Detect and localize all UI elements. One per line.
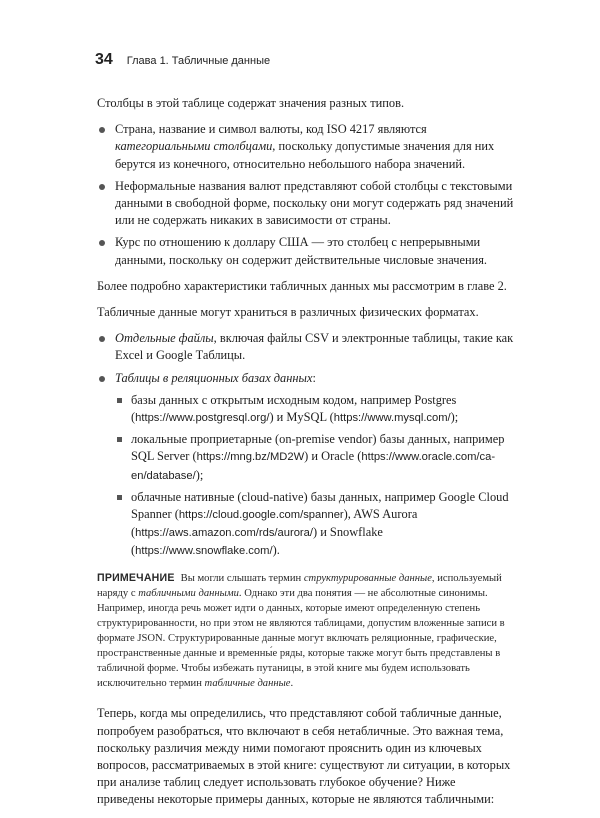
chapter-title: Глава 1. Табличные данные (126, 55, 271, 67)
text: : (312, 370, 316, 385)
list-item: Курс по отношению к доллару США — это столбец с непрерывными данными, поскольку он содержит действительные числовые значения. (97, 234, 515, 268)
list-item (97, 370, 515, 561)
text: . Однако эти два понятия — не абсолютные синонимы. Например, иногда речь может идти о данных, которые имеют определенную степень структурированности, но при этом не являются таблицами, допустим вложенные записи в формате JSON. Структурированные данные могут включать реляционные, графические, пространственные данные и временны́е ряды, которые также могут быть представлены в табличной форме. Чтобы избежать путаницы, в этой книге мы будем использовать исключительно термин (97, 587, 505, 690)
formats-list (97, 330, 515, 560)
text: локальные проприетарные (on-premise vendor) базы данных, например SQL Server ( (131, 432, 505, 464)
url-link[interactable]: https://aws.amazon.com/rds/aurora/ (135, 527, 313, 540)
text: , включая файлы CSV и электронные таблицы, такие как Excel и Google Таблицы. (115, 331, 514, 363)
text: , используемый наряду с (97, 572, 502, 599)
database-sublist (115, 392, 515, 561)
page-number: 34 (95, 51, 113, 68)
text: ) и Oracle ( (304, 449, 362, 464)
list-item (115, 489, 515, 561)
note-label: ПРИМЕЧАНИЕ (97, 571, 175, 584)
emphasis: табличные данные (204, 678, 291, 690)
text: ). (272, 543, 280, 558)
list-item: Неформальные названия валют представляют собой столбцы с текстовыми данными в свободной форме, поскольку они могут содержать ряд значений или не содержать никаких в зависимости от страны. (97, 178, 515, 230)
column-types-list (97, 121, 515, 269)
paragraph-formats: Табличные данные могут храниться в различных физических форматах. (97, 305, 479, 320)
url-link[interactable]: https://mng.bz/MD2W (196, 451, 305, 464)
text: базы данных с открытым исходным кодом, например Postgres ( (131, 392, 457, 425)
running-header (95, 51, 270, 69)
emphasis: структурированные данные (303, 572, 432, 584)
list-item (115, 431, 515, 485)
text: ) и Snowflake ( (131, 525, 383, 558)
paragraph-chapter2: Более подробно характеристики табличных данных мы рассмотрим в главе 2. (97, 278, 507, 293)
text: ); (450, 410, 459, 425)
note-box (97, 571, 515, 692)
text: . (290, 678, 294, 690)
url-link[interactable]: https://www.snowflake.com/ (135, 545, 273, 558)
emphasis: Отдельные файлы (115, 331, 214, 346)
list-item (97, 121, 515, 173)
emphasis: Таблицы в реляционных базах данных (115, 370, 313, 385)
text: ) и MySQL ( (269, 410, 334, 425)
text: ); (195, 467, 204, 482)
page-body (97, 95, 515, 818)
text: ), AWS Aurora ( (131, 507, 418, 540)
list-item (115, 392, 515, 427)
url-link[interactable]: https://www.postgresql.org/ (135, 412, 270, 425)
paragraph-nontabular: Теперь, когда мы определились, что представляют собой табличные данные, попробуем разобраться, что включают в себя нетабличные. Это важная тема, поскольку различия между ними помогают прояснить один из ключевых вопросов, рассматриваемых в этой книге: существуют ли ситуации, в которых при анализе таблиц следует использовать глубокое обучение? Ниже приведены некоторые примеры данных, которые не являются табличными: (97, 706, 511, 807)
text: Вы могли слышать термин (180, 572, 304, 584)
text: , поскольку допустимые значения для них берутся из конечного, относительно небольшого набора значений. (115, 139, 495, 171)
url-link[interactable]: https://www.oracle.com/ca-en/database/ (131, 451, 496, 482)
text: облачные нативные (cloud-native) базы данных, например Google Cloud Spanner ( (131, 489, 509, 522)
url-link[interactable]: https://www.mysql.com/ (333, 412, 451, 425)
text: Страна, название и символ валюты, код ISO 4217 являются (115, 122, 427, 137)
list-item (97, 330, 515, 364)
emphasis: табличными данными (138, 587, 239, 599)
emphasis: категориальными столбцами (115, 139, 273, 154)
paragraph-intro: Столбцы в этой таблице содержат значения разных типов. (97, 96, 405, 110)
url-link[interactable]: https://cloud.google.com/spanner (178, 509, 344, 522)
